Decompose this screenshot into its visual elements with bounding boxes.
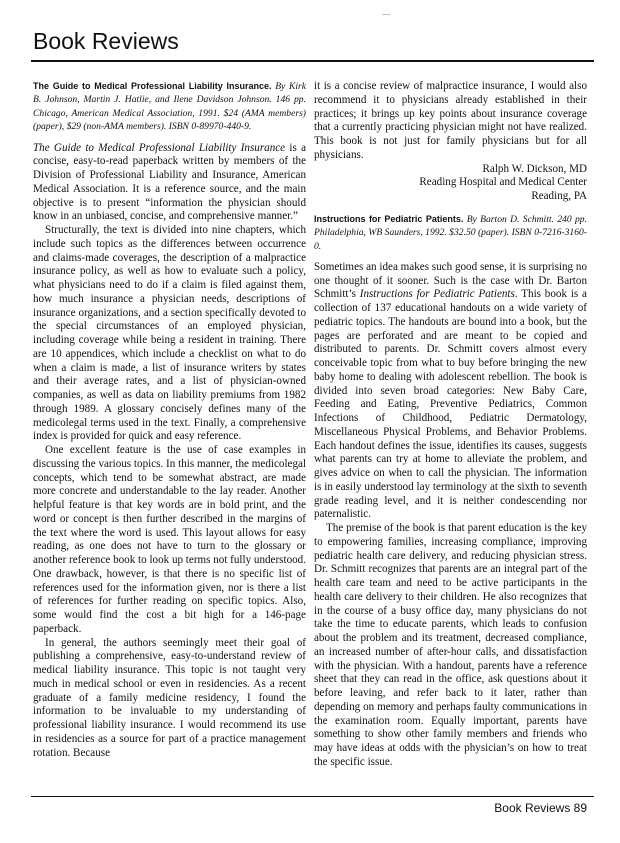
left-column [33, 80, 306, 760]
review1-citation [33, 80, 306, 134]
reviewer-name: Ralph W. Dickson, MD [482, 162, 587, 175]
review1-book-title: The Guide to Medical Professional Liability Insurance. [33, 81, 272, 91]
reviewer-affiliation: Reading Hospital and Medical Center [419, 176, 587, 189]
review1-paragraph-5: it is a concise review of malpractice insurance, I would also recommend it to physicians already established in their practices; it brings up key points about insurance coverage that a currently practicing physician might not have realized. This book is not just for family physicians but for all physicians. [314, 80, 587, 161]
review1-paragraph-4: In general, the authors seemingly meet their goal of publishing a comprehensive, easy-to-understand review of medical liability insurance. This topic is not taught very much in medical school or even in residencies. As a recent graduate of a family medicine residency, I found the information to be invaluable to my understanding of professional liability insurance. I would recommend its use in residencies as a source for part of a practice management rotation. Because [33, 636, 306, 759]
header-rule [31, 60, 594, 62]
reviewer-city: Reading, PA [531, 190, 587, 202]
review2-paragraph-1-start: Sometimes an idea makes such good sense, it is surprising no one thought of it sooner. Such is the case with Dr. Barton Schmitt’s [314, 260, 587, 301]
review2-citation [314, 213, 587, 253]
review1-paragraph-2: Structurally, the text is divided into nine chapters, which include such topics as the differences between occurrence and claims-made coverages, the description of a malpractice insurance policy, as well as how to evaluate such a policy, what physicians need to do if a claim is filed against them, how much insurance a physician needs, descriptions of insurance organizations, and a section specifically devoted to the special circumstances of an employed physician, including coverage while being a resident in training. There are 10 appendices, which include a checklist on what to do when a claim is made, a list of insurance writers by states and their average rates, and a list of physician-owned companies, as well as data on liability premiums from 1982 through 1989. A glossary concisely defines many of the medicolegal terms used in the text. Finally, a comprehensive index is provided for quick and easy reference. [33, 224, 306, 443]
review1-title-lead: The Guide to Medical Professional Liability Insurance [33, 141, 286, 154]
review1-paragraph-1-text: is a concise, easy-to-read paperback written by members of the Division of Professional Liability and Insurance, American Medical Association. It is a reference source, and the main objective is to present “information the physician should know in an unbiased, concise, and comprehensive manner.” [33, 141, 306, 223]
review2-book-title-inline: Instructions for Pediatric Patients [359, 288, 515, 301]
section-title: Book Reviews [33, 28, 179, 54]
review1-citation-details: By Kirk B. Johnson, Martin J. Hatlie, and Ilene Davidson Johnson. 146 pp. Chicago, American Medical Association, 1991. $24 (AMA members) (paper), $29 (non-AMA members). ISBN 0-89970-440-9. [33, 81, 307, 133]
review2-paragraph-1-rest: . This book is a collection of 137 educational handouts on a wide variety of pediatric topics. The handouts are bound into a book, but the pages are perforated and are meant to be copied and distributed to parents. Dr. Schmitt covers almost every conceivable topic from what to buy before bringing the new baby home to dealing with adolescent rebellion. The book is divided into seven broad categories: New Baby Care, Feeding and Eating, Preventive Pediatrics, Common Infections of Childhood, Pediatric Dermatology, Miscellaneous Physical Problems, and Behavior Problems. Each handout defines the issue, identifies its causes, suggests what parents can try at home to alleviate the problem, and gives advice on when to call the physician. The information is in easily understood lay terminology at the sixth to seventh grade reading level, and it is neither condescending nor paternalistic. [314, 288, 587, 521]
footer-rule [31, 796, 594, 797]
right-column [314, 80, 587, 770]
review1-paragraph-3: One excellent feature is the use of case examples in discussing the various topics. In this manner, the medicolegal concepts, which tend to be somewhat abstract, are made more concrete and understandable to the lay reader. Another helpful feature is that key words are in bold print, and the word or concept is then further described in the margins of the text where the word is used. This layout allows for easy reading, as one does not have to turn to the glossary or another reference book to look up terms not fully understood. One drawback, however, is that there is no specific list of references used for the information given, nor is there a list of references for further reading on specific topics. Also, some would find the cost a bit high for a 146-page paperback. [33, 444, 306, 635]
review1-paragraph-1 [33, 142, 306, 225]
review2-book-title: Instructions for Pediatric Patients. [314, 213, 464, 224]
review2-paragraph-1 [314, 261, 587, 522]
review2-citation-details: By Barton D. Schmitt. 240 pp. Philadelphia, WB Saunders, 1992. $32.50 (paper). ISBN 0-7216-3160-0. [314, 213, 588, 252]
page-mark [382, 14, 390, 15]
review2-paragraph-2: The premise of the book is that parent education is the key to empowering families, increasing compliance, improving pediatric health care delivery, and reducing physician stress. Dr. Schmitt recognizes that parents are an integral part of the health care team and need to be active participants in the health care delivery to their children. He also recognizes that in the course of a busy office day, many physicians do not take the time to educate parents, which leads to confusion about the problem and its treatment, decreased compliance, an increased number of after-hour calls, and dissatisfaction with the physician. With a handout, parents have a reference sheet that they can read in the office, ask questions about it before leaving, and refer back to it later, rather than depending on memory and perhaps faulty communications in the examination room. Equally important, parents have something to show other family members and friends who may have ideas at odds with the physician’s on how to treat the specific issue. [314, 522, 587, 768]
page-footer: Book Reviews 89 [494, 801, 587, 815]
